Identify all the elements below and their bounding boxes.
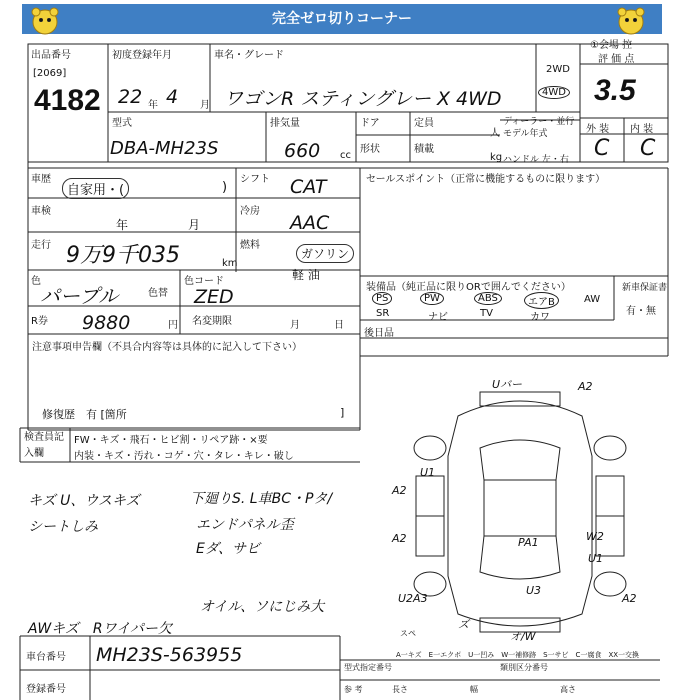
model-label: 型式: [112, 118, 132, 129]
warranty-label: 新車保証書: [622, 283, 668, 293]
diag-top-label: Uバー: [492, 378, 523, 391]
note-right-4: オイル、ソにじみ大: [200, 599, 325, 615]
equipment-label: 装備品（純正品に限りORで囲んでください）: [366, 282, 571, 293]
first-reg-year-unit: 年: [148, 100, 158, 111]
grade-score: 3.5: [594, 74, 636, 107]
rear-seat-label: 後日品: [364, 328, 394, 339]
usage-label: 車歴: [31, 174, 51, 185]
capacity-label: 定員: [414, 118, 434, 129]
displacement-value: 660: [284, 140, 321, 162]
color-code: ZED: [194, 286, 234, 308]
fuel-label: 燃料: [240, 240, 260, 251]
fuel-gasoline: ガソリン: [296, 244, 354, 263]
title-change-month: 月: [290, 320, 300, 331]
fuel-diesel: 軽 油: [292, 268, 320, 282]
interior-label: 内 装: [630, 124, 654, 135]
person-unit-text: 人: [490, 128, 500, 139]
equip-abs: ABS: [474, 292, 502, 305]
length-label: 長さ: [392, 685, 408, 694]
diag-a2-left: A2: [392, 484, 407, 497]
grade-label: 評 価 点: [598, 54, 635, 65]
note-left-1: キズ U、ウスキズ: [28, 493, 140, 509]
dealer-label: ディーラー・並行: [503, 117, 575, 127]
exterior-grade: C: [594, 136, 610, 161]
exterior-label: 外 装: [586, 124, 610, 135]
shift-value: CAT: [290, 176, 327, 198]
inspection-year: 年: [116, 218, 129, 232]
displacement-unit: cc: [340, 150, 351, 161]
diag-u1-right: U1: [588, 552, 604, 565]
aircon-value: AAC: [290, 212, 330, 234]
drive-4wd: 4WD: [538, 86, 570, 99]
kg-unit: kg: [490, 152, 503, 163]
diag-a2-left-2: A2: [392, 532, 407, 545]
equip-ps: PS: [372, 292, 392, 305]
class-number-label: 類別区分番号: [500, 663, 548, 672]
diag-rear-sub: オ/W: [510, 630, 536, 643]
equip-pw: PW: [420, 292, 444, 305]
mileage-unit: km: [222, 258, 238, 269]
lot-sub: [2069]: [33, 68, 67, 79]
warranty-value: 有・無: [626, 306, 656, 317]
color-value: パープル: [40, 284, 119, 308]
shift-label: シフト: [240, 174, 270, 185]
first-reg-month: 4: [166, 86, 179, 108]
ref-label: 参 考: [344, 685, 363, 694]
recycle-value: 9880: [82, 312, 131, 334]
equip-tv: TV: [480, 308, 493, 319]
inspector-label: 検査員記入欄: [24, 432, 64, 459]
first-reg-label: 初度登録年月: [112, 50, 172, 61]
note-left-2: シートしみ: [28, 519, 98, 535]
height-label: 高さ: [560, 685, 576, 694]
sales-point-label: セールスポイント（正常に機能するものに限ります）: [366, 174, 606, 185]
shape-label: 形状: [360, 144, 380, 155]
lot-number: 4182: [34, 84, 101, 117]
diag-u1-left: U1: [420, 466, 436, 479]
note-right-3: Eダ、サビ: [196, 541, 261, 557]
color-label: 色: [31, 276, 41, 287]
mileage-value: 9万9千035: [66, 243, 180, 268]
damage-legend: A一キズ E一エクボ U一凹み W一補修跡 S一サビ C一腐食 XX一交換: [396, 651, 640, 659]
interior-grade: C: [640, 136, 656, 161]
diag-spare: スペ: [400, 629, 416, 638]
first-reg-year: 22: [118, 86, 143, 108]
note-right-2: エンドパネル歪: [196, 517, 294, 533]
repair-history: 修復歴 有 [箇所: [42, 408, 127, 421]
model-value: DBA-MH23S: [110, 138, 219, 159]
usage-close: ): [222, 180, 228, 195]
note-right-1: 下廻りS. L車BC・Pタ/: [190, 491, 333, 507]
doors-label: ドア: [360, 118, 380, 129]
banner-title: 完全ゼロ切りコーナー: [22, 4, 662, 34]
chassis-value: MH23S-563955: [96, 644, 243, 666]
title-change-label: 名変期限: [192, 316, 232, 327]
car-damage-diagram: [380, 376, 670, 646]
lot-label: 出品番号: [31, 50, 71, 61]
color-code-label: 色コード: [184, 276, 224, 287]
chassis-label: 車台番号: [26, 652, 66, 663]
first-reg-month-unit: 月: [200, 100, 210, 111]
drive-2wd: 2WD: [546, 64, 570, 75]
car-label: 車名・グレード: [214, 50, 284, 61]
car-name: ワゴンR スティングレー X 4WD: [224, 88, 502, 110]
diag-a2-top: A2: [578, 380, 593, 393]
diag-a2-right: A2: [622, 592, 637, 605]
diag-u3: U3: [526, 584, 542, 597]
color-hue-label: 色替: [148, 288, 168, 299]
equip-leather: カワ: [530, 312, 550, 323]
mileage-label: 走行: [31, 240, 51, 251]
equip-airbag: エアB: [524, 292, 559, 309]
inspector-row1: FW・キズ・飛石・ヒビ割・リペア跡・×要: [74, 435, 268, 446]
usage-value: 自家用・(: [62, 178, 129, 199]
registration-label: 登録番号: [26, 684, 66, 695]
equip-aw: AW: [584, 294, 601, 305]
inspection-month: 月: [188, 218, 201, 232]
load-label: 積載: [414, 144, 434, 155]
notes-label: 注意事項申告欄（不具合内容等は具体的に記入して下さい）: [32, 342, 302, 353]
diag-u2a3: U2A3: [398, 592, 428, 605]
handle-label: ハンドル 左・右: [503, 155, 569, 165]
recycle-label: R券: [31, 316, 48, 327]
inspection-label: 車検: [31, 206, 51, 217]
title-change-day: 日: [334, 320, 344, 331]
recycle-unit: 円: [168, 320, 178, 331]
venue-label: ①会場 控: [590, 40, 633, 51]
aircon-label: 冷房: [240, 206, 260, 217]
model-year-label: モデル年式: [503, 129, 548, 139]
equip-navi: ナビ: [428, 312, 448, 323]
note-bottom: AWキズ Rワイパー欠: [28, 621, 172, 637]
inspector-row2: 内装・キズ・汚れ・コゲ・穴・タレ・キレ・破し: [74, 451, 294, 462]
diag-side-w: ズ: [458, 618, 469, 631]
diag-pa1: PA1: [518, 536, 539, 549]
equip-sr: SR: [376, 308, 390, 319]
displacement-label: 排気量: [270, 118, 300, 129]
width-label: 幅: [470, 685, 478, 694]
diag-w2: W2: [586, 530, 604, 543]
type-number-label: 型式指定番号: [344, 663, 392, 672]
repair-close: ]: [340, 406, 345, 419]
